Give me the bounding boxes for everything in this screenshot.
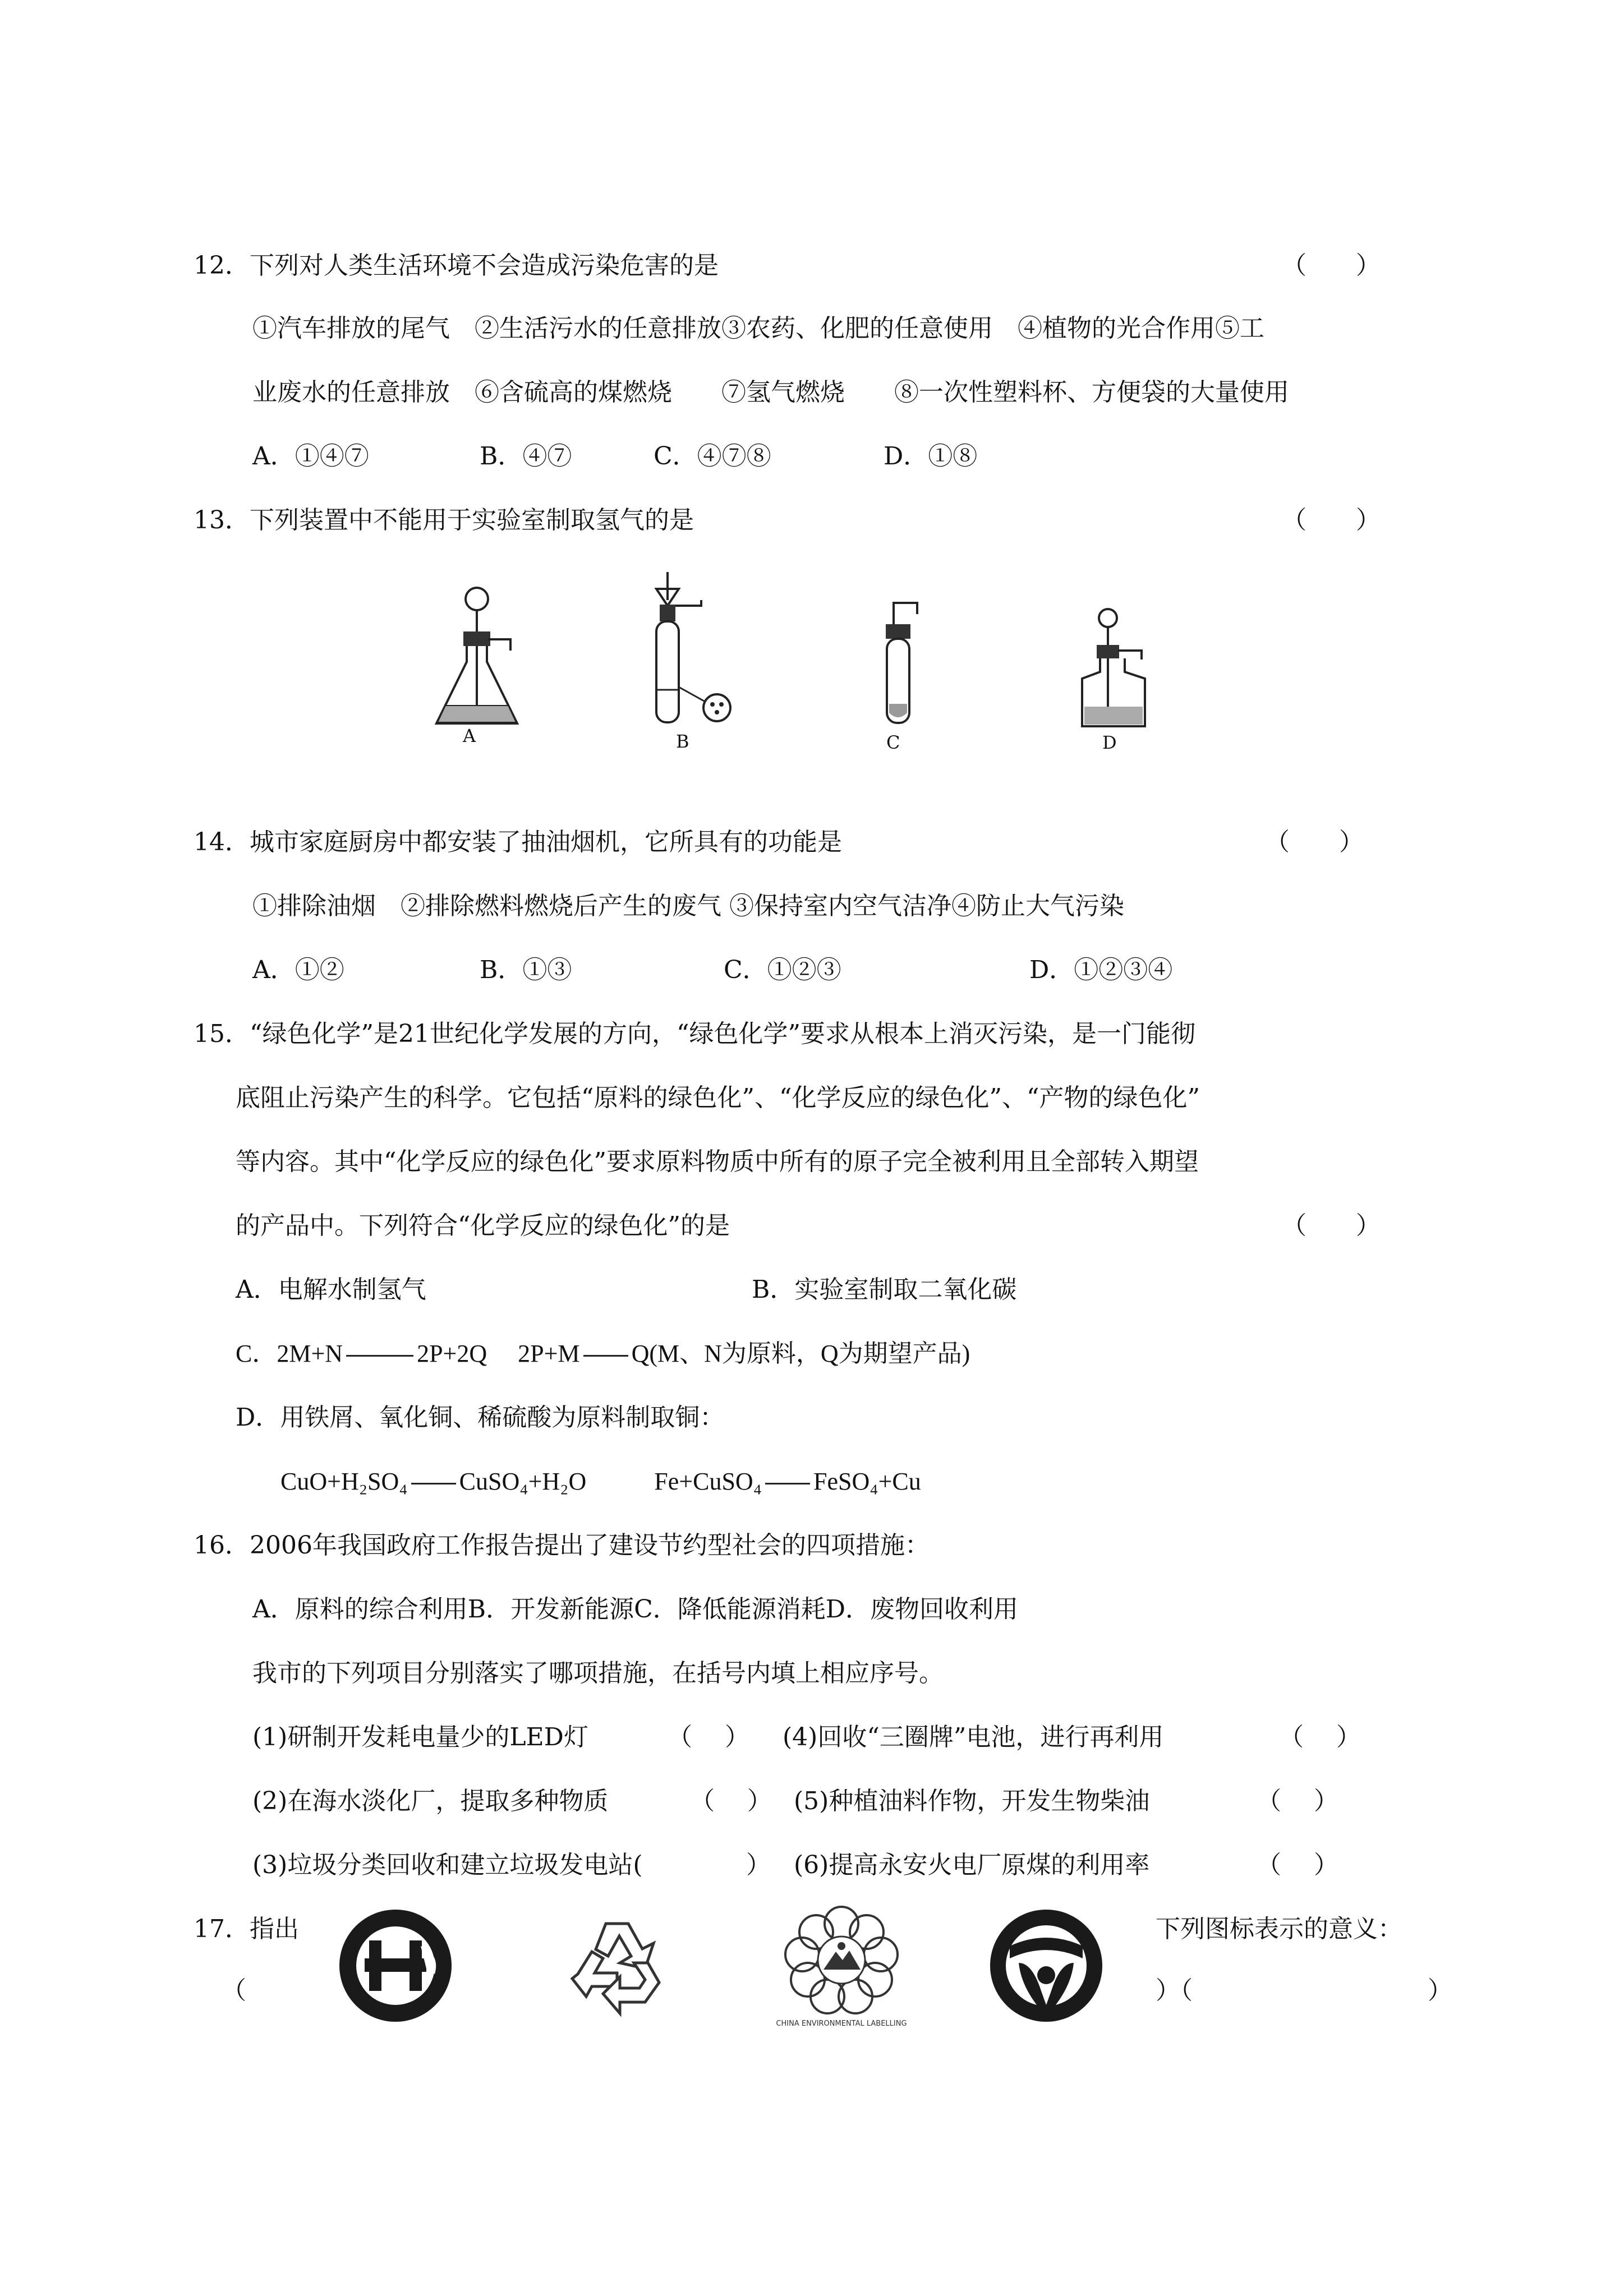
q17-stem-left: 17．指出 — [194, 1915, 299, 1943]
water-saving-logo-icon — [337, 1907, 454, 2025]
q17-open-paren[interactable] — [222, 1974, 246, 2008]
q16-item-3: (3)垃圾分类回收和建立垃圾发电站( — [252, 1851, 643, 1879]
q16-item-1: (1)研制开发耗电量少的LED灯 — [252, 1723, 588, 1751]
q13-answer-paren[interactable]: （ ） — [1282, 506, 1381, 534]
q12-option-b: B．④⑦ — [480, 442, 572, 471]
q14-option-a: A．①② — [252, 956, 344, 984]
q15-line3: 等内容。其中“化学反应的绿色化”要求原料物质中所有的原子完全被利用且全部转入期望 — [236, 1147, 1199, 1176]
q16-stem: 16．2006年我国政府工作报告提出了建设节约型社会的四项措施： — [194, 1531, 930, 1560]
q12-option-d: D．①⑧ — [884, 442, 978, 471]
q17-close-paren[interactable] — [1428, 1974, 1452, 2008]
q15-option-d: D．用铁屑、氧化铜、稀硫酸为原料制取铜： — [236, 1403, 725, 1432]
recycling-icon — [561, 1912, 673, 2019]
q15-eq-d1-right: CuSO₄+H₂O — [459, 1468, 587, 1495]
q15-option-c-prefix: C． — [236, 1340, 277, 1367]
q16-item-6-paren[interactable]: （ ） — [1257, 1851, 1338, 1879]
q15-eq-c2-left: 2P+M — [518, 1340, 580, 1367]
q15-option-c — [236, 1337, 970, 1371]
q16-item-1-paren[interactable]: （ ） — [668, 1723, 749, 1751]
reaction-arrow — [765, 1483, 810, 1484]
q14-option-b: B．①③ — [480, 956, 572, 984]
q15-eq-c2-right: Q(M、N为原料，Q为期望产品) — [631, 1340, 970, 1367]
reaction-arrow — [411, 1483, 456, 1484]
apparatus-a-flask — [432, 583, 522, 735]
reaction-arrow — [346, 1355, 413, 1357]
q16-item-5: (5)种植油料作物，开发生物柴油 — [794, 1787, 1150, 1815]
q17-close-paren-text: ） — [1428, 1976, 1452, 2005]
q15-answer-paren[interactable]: （ ） — [1282, 1211, 1381, 1240]
environmental-label-ring-text: CHINA ENVIRONMENTAL LABELLING — [776, 2020, 907, 2028]
q16-item-5-paren[interactable]: （ ） — [1257, 1787, 1338, 1815]
green-food-logo-icon — [987, 1907, 1105, 2025]
q16-item-2-paren[interactable]: （ ） — [690, 1787, 772, 1815]
q15-eq-c1-right: 2P+2Q — [417, 1340, 487, 1367]
q12-option-c: C．④⑦⑧ — [654, 442, 771, 471]
q15-eq-d2-left: Fe+CuSO₄ — [654, 1468, 762, 1495]
q16-item-6: (6)提高永安火电厂原煤的利用率 — [794, 1851, 1150, 1879]
q14-option-d: D．①②③④ — [1029, 956, 1173, 984]
q15-line1: 15．“绿色化学”是21世纪化学发展的方向，“绿色化学”要求从根本上消灭污染，是一门能彻 — [194, 1020, 1195, 1048]
apparatus-c-tube — [867, 597, 934, 732]
q14-answer-paren[interactable]: （ ） — [1265, 828, 1364, 856]
q16-item-4-paren[interactable]: （ ） — [1279, 1723, 1361, 1751]
q15-option-b: B．实验室制取二氧化碳 — [752, 1275, 1017, 1304]
q15-option-d-equations — [280, 1465, 921, 1499]
q16-item-4: (4)回收“三圈牌”电池，进行再利用 — [783, 1723, 1164, 1751]
q12-option-a: A．①④⑦ — [252, 442, 369, 471]
q15-eq-d2-right: FeSO₄+Cu — [813, 1468, 921, 1495]
q12-stem: 12．下列对人类生活环境不会造成污染危害的是 — [194, 251, 719, 280]
q16-item-3-close[interactable]: ） — [746, 1851, 771, 1879]
q13-stem: 13．下列装置中不能用于实验室制取氢气的是 — [194, 506, 694, 534]
q16-instruction: 我市的下列项目分别落实了哪项措施，在括号内填上相应序号。 — [252, 1659, 944, 1688]
q12-items-line1: ①汽车排放的尾气 ②生活污水的任意排放③农药、化肥的任意使用 ④植物的光合作用⑤工 — [252, 314, 1264, 343]
q17-close-pair-text: ）（ — [1156, 1976, 1193, 2005]
apparatus-b-tube — [640, 566, 752, 735]
q17-open-paren-text: （ — [222, 1976, 246, 2005]
q17-stem-right: 下列图标表示的意义： — [1156, 1915, 1402, 1943]
q14-stem: 14．城市家庭厨房中都安装了抽油烟机，它所具有的功能是 — [194, 828, 842, 856]
q12-items-line2: 业废水的任意排放 ⑥含硫高的煤燃烧 ⑦氢气燃烧 ⑧一次性塑料杯、方便袋的大量使用 — [252, 378, 1289, 407]
q17-answer-paren[interactable] — [1156, 1974, 1193, 2008]
apparatus-label-d: D — [1102, 732, 1117, 753]
q15-eq-c1-left: 2M+N — [277, 1340, 343, 1367]
q14-option-c: C．①②③ — [724, 956, 841, 984]
q16-measures: A．原料的综合利用B．开发新能源C．降低能源消耗D．废物回收利用 — [252, 1595, 1019, 1624]
q15-option-a: A．电解水制氢气 — [236, 1275, 426, 1304]
apparatus-label-b: B — [676, 731, 689, 752]
q15-line4: 的产品中。下列符合“化学反应的绿色化”的是 — [236, 1211, 730, 1240]
q15-line2: 底阻止污染产生的科学。它包括“原料的绿色化”、“化学反应的绿色化”、“产物的绿色化” — [236, 1084, 1200, 1112]
environmental-label-icon — [774, 1901, 909, 2030]
q12-answer-paren[interactable]: （ ） — [1282, 251, 1381, 280]
apparatus-label-a: A — [463, 725, 476, 746]
apparatus-label-c: C — [886, 732, 900, 753]
q15-eq-d1-left: CuO+H₂SO₄ — [280, 1468, 408, 1495]
reaction-arrow — [583, 1355, 628, 1357]
apparatus-d-bottle — [1074, 606, 1158, 735]
q16-item-2: (2)在海水淡化厂，提取多种物质 — [252, 1787, 609, 1815]
q14-items: ①排除油烟 ②排除燃料燃烧后产生的废气 ③保持室内空气洁净④防止大气污染 — [252, 892, 1124, 920]
